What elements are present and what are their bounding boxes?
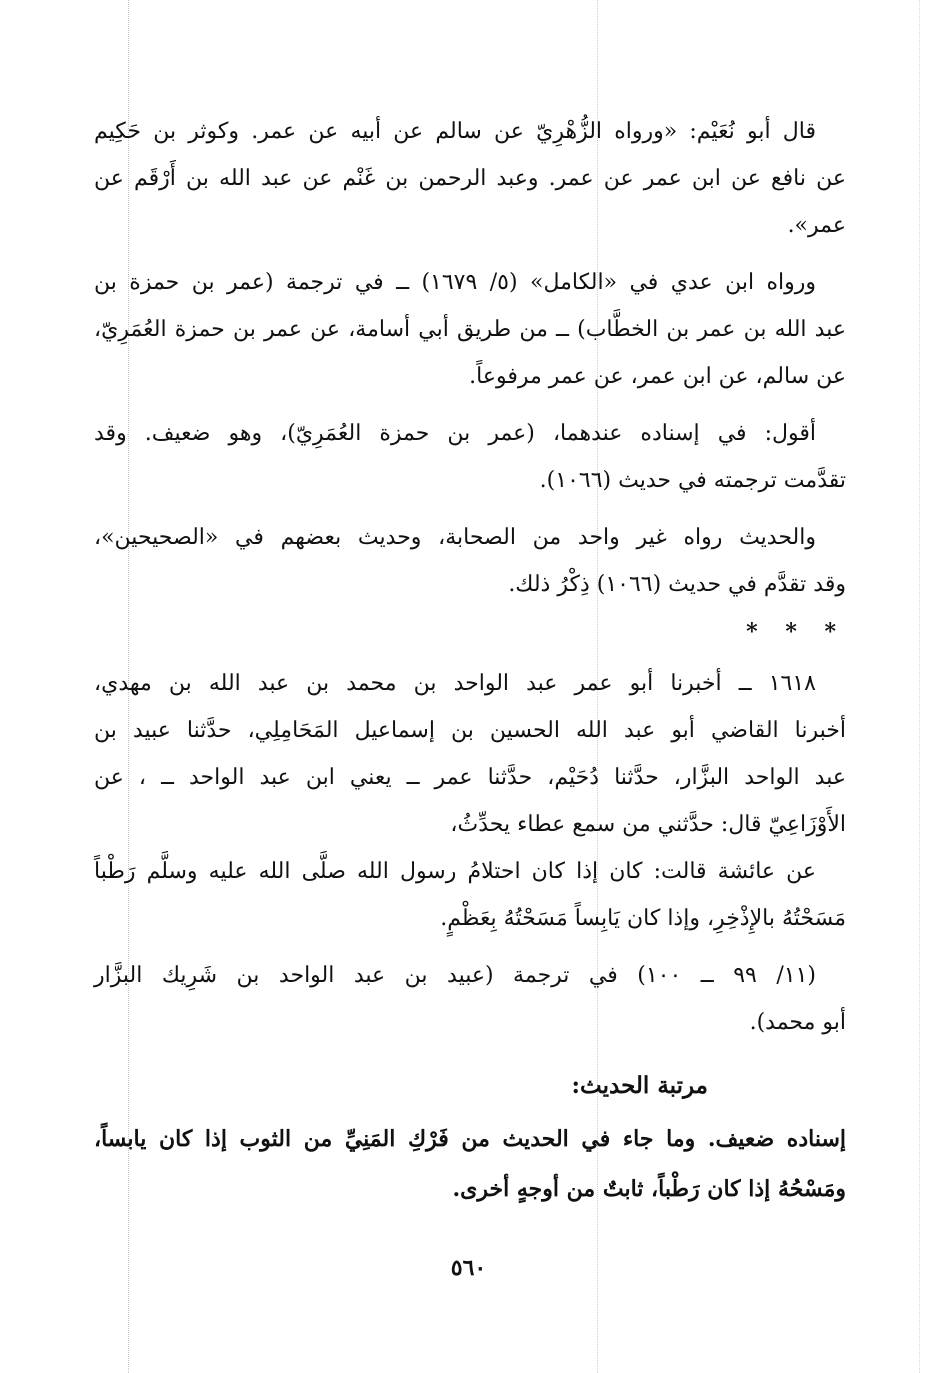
paragraph-abu-nuaym xyxy=(94,108,846,249)
text-line: أخبرنا القاضي أبو عبد الله الحسين بن إسماعيل المَحَامِلِي، حدَّثنا عبيد بن xyxy=(94,718,846,743)
grading-heading: مرتبة الحديث: xyxy=(571,1072,708,1099)
page-number: ٥٦٠ xyxy=(450,1255,487,1281)
text-line: أقول: في إسناده عندهما، (عمر بن حمزة العُمَرِيّ)، وهو ضعيف. وقد xyxy=(94,421,816,446)
text-line: (١١/ ٩٩ ــ ١٠٠) في ترجمة (عبيد بن عبد الواحد بن شَرِيك البزَّار xyxy=(94,963,816,988)
text-line: عن عائشة قالت: كان إذا كان احتلامُ رسول الله صلَّى الله عليه وسلَّم رَطْباً xyxy=(94,859,816,884)
text-line: عمر». xyxy=(787,213,846,238)
text-line: ورواه ابن عدي في «الكامل» (٥/ ١٦٧٩) ــ في ترجمة (عمر بن حمزة بن xyxy=(94,270,817,295)
text-line: عبد الواحد البزَّار، حدَّثنا دُحَيْم، حدَّثنا عمر ــ يعني ابن عبد الواحد ــ ، عن xyxy=(94,765,846,790)
text-line: والحديث رواه غير واحد من الصحابة، وحديث بعضهم في «الصحيحين»، xyxy=(94,525,816,550)
text-line: إسناده ضعيف. وما جاء في الحديث من فَرْكِ المَنِيِّ من الثوب إذا كان يابساً، xyxy=(94,1126,846,1152)
text-line: أبو محمد). xyxy=(749,1010,846,1035)
text-line: مَسَحْتُهُ بالإِذْخِرِ، وإذا كان يَابِساً مَسَحْتُهُ بِعَظْمٍ. xyxy=(440,906,846,931)
text-line: ١٦١٨ ــ أخبرنا أبو عمر عبد الواحد بن محمد بن عبد الله بن مهدي، xyxy=(94,671,816,696)
paragraph-ibn-adi xyxy=(94,259,846,400)
hadith-source xyxy=(94,952,846,1046)
hadith-isnad xyxy=(94,660,846,848)
paragraph-sahihayn xyxy=(94,514,846,608)
scan-artifact-line xyxy=(919,0,920,1373)
text-line: وقد تقدَّم في حديث (١٠٦٦) ذِكْرُ ذلك. xyxy=(508,572,846,597)
text-line: عبد الله بن عمر بن الخطَّاب) ــ من طريق أبي أسامة، عن عمر بن حمزة العُمَرِيّ، xyxy=(94,317,847,342)
text-line: ومَسْحُهُ إذا كان رَطْباً، ثابتٌ من أوجهٍ أخرى. xyxy=(452,1176,846,1202)
text-line: عن سالم، عن ابن عمر، عن عمر مرفوعاً. xyxy=(469,364,846,389)
text-line: الأَوْزَاعِيّ قال: حدَّثني من سمع عطاء يحدِّثُ، xyxy=(450,812,846,837)
page-content xyxy=(94,108,846,1214)
hadith-matn xyxy=(94,848,846,942)
text-line: قال أبو نُعَيْم: «ورواه الزُّهْرِيّ عن سالم عن أبيه عن عمر. وكوثر بن حَكِيم xyxy=(94,119,816,144)
paragraph-aqul xyxy=(94,410,846,504)
text-line: تقدَّمت ترجمته في حديث (١٠٦٦). xyxy=(539,468,846,493)
section-separator: * * * xyxy=(746,619,846,645)
grading-text xyxy=(94,1114,846,1214)
text-line: عن نافع عن ابن عمر عن عمر. وعبد الرحمن بن غَنْم عن عبد الله بن أَرْقَم عن xyxy=(94,166,846,191)
